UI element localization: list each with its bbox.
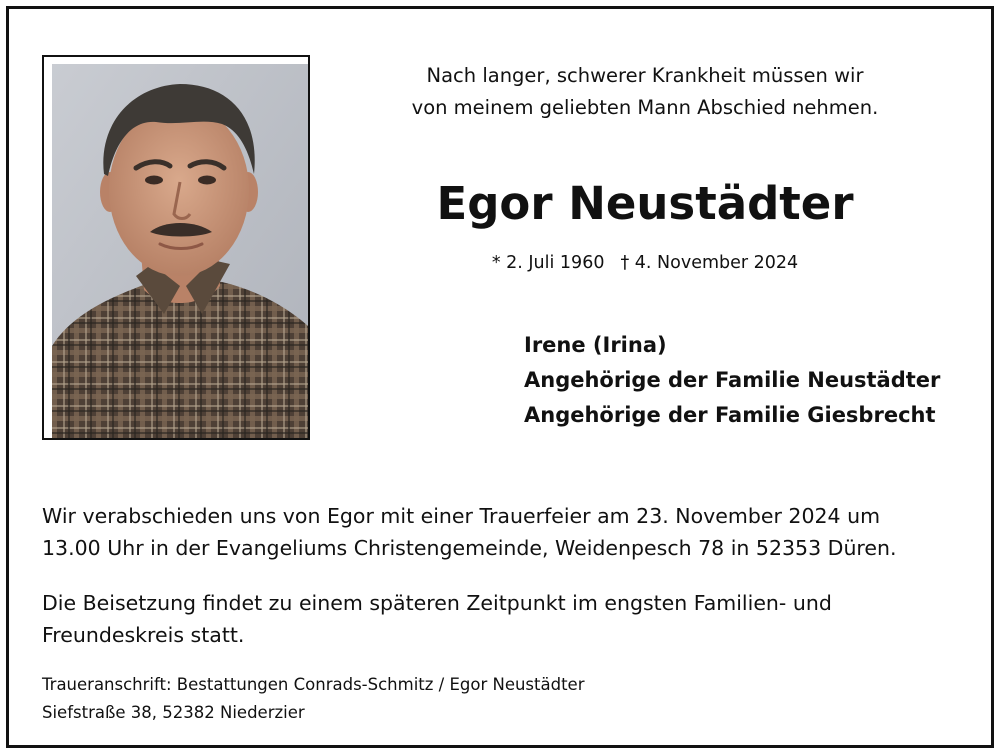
address-line: Traueranschrift: Bestattungen Conrads-Schmitz / Egor Neustädter: [42, 675, 585, 694]
life-dates: [330, 249, 960, 277]
intro-text: [330, 60, 960, 124]
service-line: Wir verabschieden uns von Egor mit einer Trauerfeier am 23. November 2024 um: [42, 504, 881, 528]
portrait-photo: [52, 64, 308, 438]
address-line: Siefstraße 38, 52382 Niederzier: [42, 703, 305, 722]
service-line: 13.00 Uhr in der Evangeliums Christengemeinde, Weidenpesch 78 in 52353 Düren.: [42, 536, 897, 560]
burial-line: Die Beisetzung findet zu einem späteren Zeitpunkt im engsten Familien- und: [42, 591, 832, 615]
mourner-name: Angehörige der Familie Neustädter: [524, 368, 941, 392]
portrait-icon: [52, 64, 308, 438]
deceased-name: Egor Neustädter: [436, 177, 854, 230]
mourner-name: Angehörige der Familie Giesbrecht: [524, 403, 936, 427]
portrait-photo-frame: [42, 55, 310, 440]
intro-line: von meinem geliebten Mann Abschied nehmen.: [411, 96, 879, 119]
mourner-name: Irene (Irina): [524, 333, 667, 357]
burial-notice: [42, 587, 972, 651]
death-date: † 4. November 2024: [620, 253, 799, 273]
burial-line: Freundeskreis statt.: [42, 623, 245, 647]
birth-date: * 2. Juli 1960: [491, 253, 605, 273]
mourners-list: [524, 328, 940, 433]
service-announcement: [42, 500, 972, 564]
mourning-address: [42, 671, 972, 727]
intro-line: Nach langer, schwerer Krankheit müssen wir: [426, 64, 864, 87]
